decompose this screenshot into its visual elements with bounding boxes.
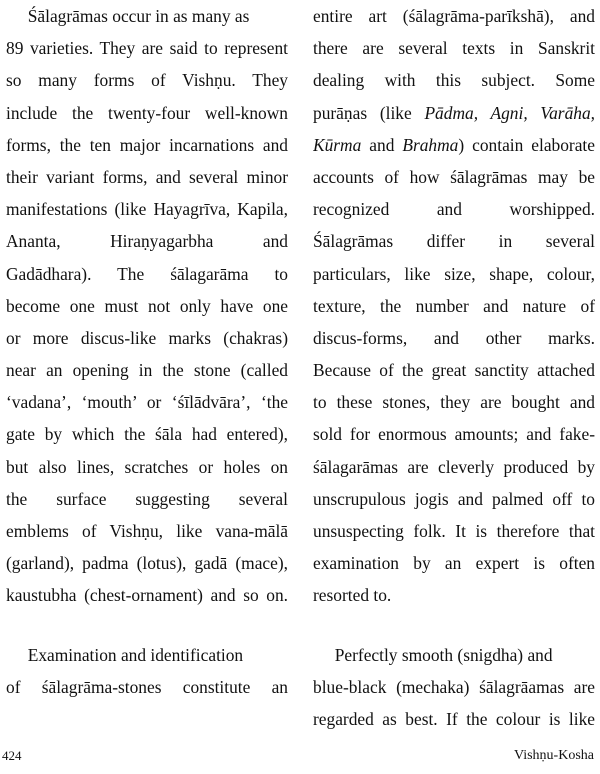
text-line: Examination and identification: [6, 644, 244, 665]
text-line: texture, the number and nature of: [313, 295, 595, 316]
text-line: unsuspecting folk. It is therefore that: [313, 521, 595, 541]
italic-title: Kūrma: [313, 134, 362, 155]
text-line: discus-forms, and other marks.: [313, 327, 595, 348]
text-line: examination by an expert is often: [313, 553, 595, 574]
text-line: near an opening in the stone (called: [6, 360, 288, 381]
text-line: of śālagrāma-stones constitute an: [6, 676, 288, 697]
text-line: include the twenty-four well-known: [6, 102, 288, 123]
text-line: accounts of how śālagrāmas may be: [313, 166, 595, 187]
text-line: manifestations (like Hayagrīva, Kapila,: [6, 199, 288, 220]
text-line: the surface suggesting several: [6, 488, 288, 509]
text-line: there are several texts in Sanskrit: [313, 38, 595, 59]
paragraph-gap: [6, 612, 288, 639]
page-footer: [0, 748, 600, 772]
text-line: Because of the great sanctity attached: [313, 360, 595, 381]
running-head: Vishṇu-Kosha: [513, 748, 594, 763]
text-line: forms, the ten major incarnations and: [6, 134, 288, 155]
text-line: resorted to.: [313, 585, 392, 606]
text-line: śālagarāmas are cleverly produced by: [313, 456, 595, 477]
text-line: dealing with this subject. Some: [313, 70, 595, 91]
text-line: blue-black (mechaka) śālagrāamas are: [313, 676, 595, 697]
text-line: entire art (śālagrāma-parīkshā), and: [313, 6, 595, 26]
text-line: to these stones, they are bought and: [313, 392, 595, 413]
text-line: [313, 97, 595, 129]
text-line: kaustubha (chest-ornament) and so on.: [6, 585, 288, 606]
text-line: so many forms of Vishṇu. They: [6, 70, 288, 91]
text-line: 89 varieties. They are said to represent: [6, 38, 288, 59]
text-line: Perfectly smooth (snigdha) and: [313, 644, 553, 665]
page-number: 424: [2, 748, 22, 763]
text-line: regarded as best. If the colour is like: [313, 708, 595, 729]
text-line: [313, 129, 595, 161]
text-line: Gadādhara). The śālagarāma to: [6, 263, 288, 284]
text-line: Śālagrāmas occur in as many as: [6, 6, 250, 26]
text-line: unscrupulous jogis and palmed off to: [313, 488, 595, 509]
italic-title: Brahma: [402, 134, 459, 155]
text-line: (garland), padma (lotus), gadā (mace),: [6, 553, 288, 574]
text-span: ) contain elaborate: [458, 134, 595, 155]
text-line: become one must not only have one: [6, 295, 288, 316]
text-line: ‘vadana’, ‘mouth’ or ‘śīlādvāra’, ‘the: [6, 392, 288, 413]
text-line: Ananta, Hiraṇyagarbha and: [6, 231, 288, 252]
right-column: [313, 0, 595, 735]
text-line: recognized and worshipped.: [313, 199, 595, 220]
left-column: [6, 0, 288, 703]
text-line: gate by which the śāla had entered),: [6, 424, 288, 445]
paragraph-gap: [313, 612, 595, 639]
text-line: their variant forms, and several minor: [6, 166, 288, 187]
text-line: emblems of Vishṇu, like vana-mālā: [6, 521, 288, 541]
text-line: or more discus-like marks (chakras): [6, 327, 288, 348]
text-line: particulars, like size, shape, colour,: [313, 263, 595, 284]
text-line: Śālagrāmas differ in several: [313, 231, 595, 252]
text-span: purāṇas (like: [313, 102, 425, 123]
text-line: sold for enormous amounts; and fake-: [313, 424, 595, 445]
text-span: and: [361, 134, 403, 155]
italic-title: Pādma, Agni, Varāha,: [424, 102, 595, 123]
text-line: but also lines, scratches or holes on: [6, 456, 288, 477]
